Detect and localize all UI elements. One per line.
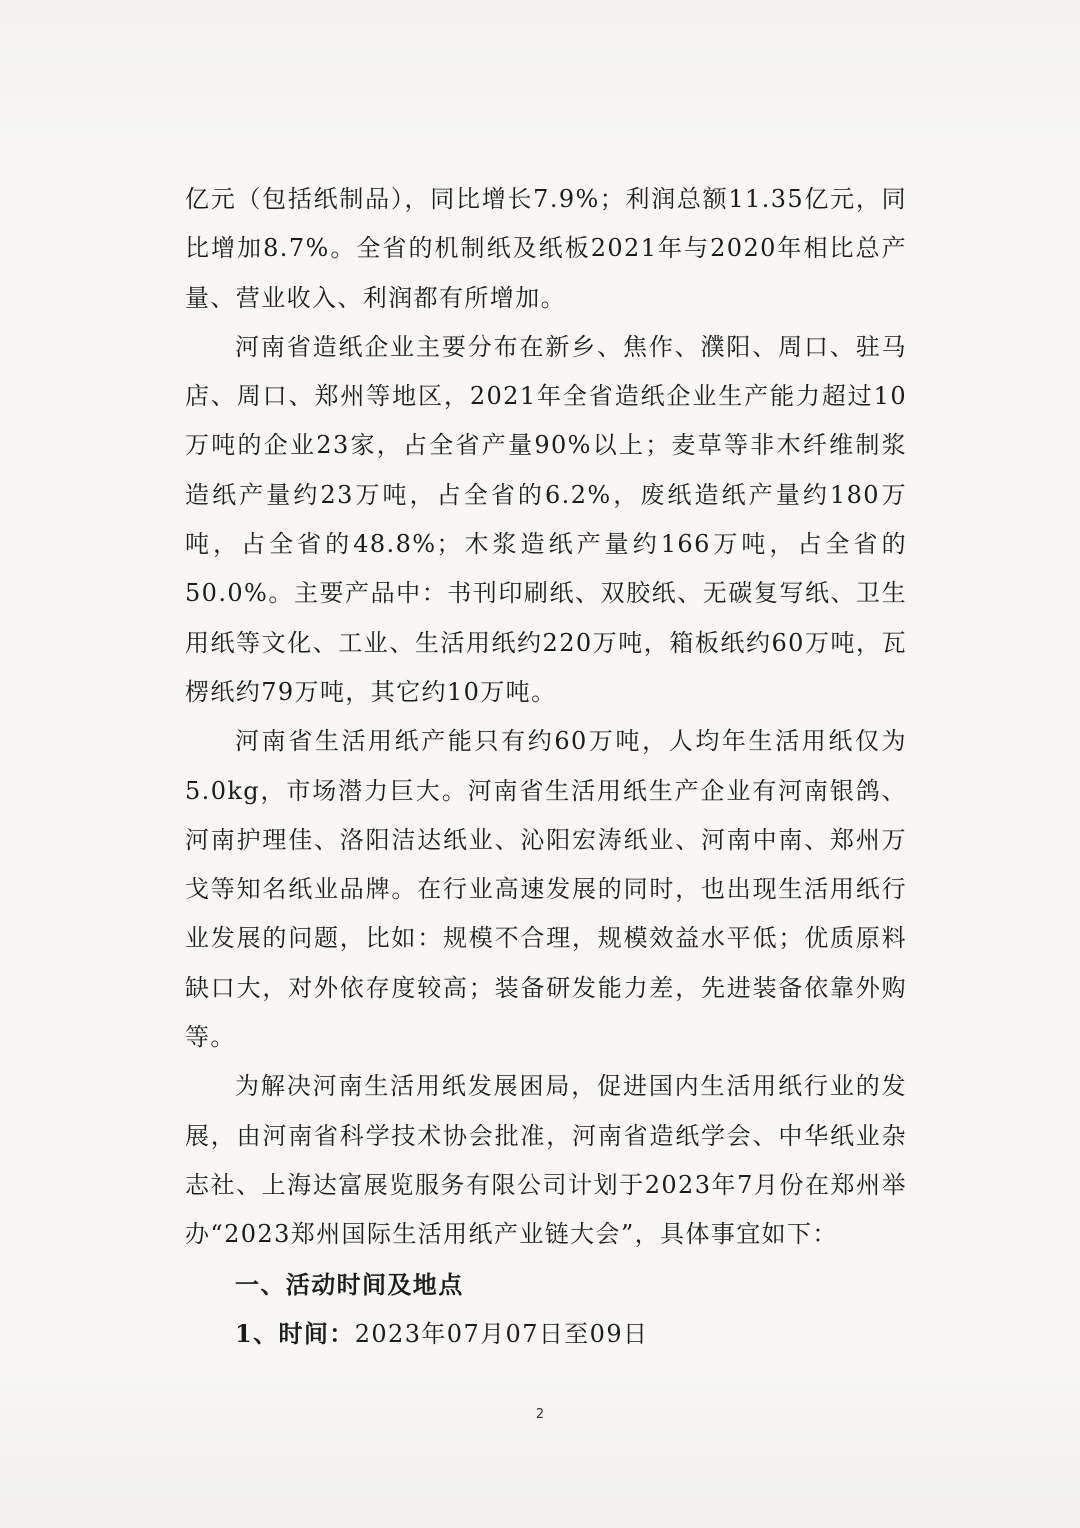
time-label: 1、时间：	[235, 1318, 355, 1348]
paragraph-revenue-profit: 亿元（包括纸制品），同比增长7.9%；利润总额11.35亿元，同比增加8.7%。全省的机制纸及纸板2021年与2020年相比总产量、营业收入、利润都有所增加。	[185, 185, 907, 312]
time-item	[185, 1309, 907, 1359]
page-number: 2	[535, 1407, 545, 1422]
section-heading-time-location: 一、活动时间及地点	[235, 1269, 464, 1299]
paragraph-household-paper-capacity: 河南省生活用纸产能只有约60万吨，人均年生活用纸仅为5.0kg，市场潜力巨大。河南省生活用纸生产企业有河南银鸽、河南护理佳、洛阳洁达纸业、沁阳宏涛纸业、河南中南、郑州万戈等知名纸业品牌。在行业高速发展的同时，也出现生活用纸行业发展的问题，比如：规模不合理，规模效益水平低；优质原料缺口大，对外依存度较高；装备研发能力差，先进装备依靠外购等。	[185, 727, 907, 1052]
time-value: 2023年07月07日至09日	[354, 1319, 649, 1348]
paragraph-enterprise-distribution: 河南省造纸企业主要分布在新乡、焦作、濮阳、周口、驻马店、周口、郑州等地区，2021年全省造纸企业生产能力超过10万吨的企业23家，占全省产量90%以上；麦草等非木纤维制浆造纸产量约23万吨，占全省的6.2%，废纸造纸产量约180万吨，占全省的48.8%；木浆造纸产量约166万吨，占全省的50.0%。主要产品中：书刊印刷纸、双胶纸、无碳复写纸、卫生用纸等文化、工业、生活用纸约220万吨，箱板纸约60万吨，瓦楞纸约79万吨，其它约10万吨。	[185, 332, 907, 706]
paragraph-conference-purpose: 为解决河南生活用纸发展困局，促进国内生活用纸行业的发展，由河南省科学技术协会批准，河南省造纸学会、中华纸业杂志社、上海达富展览服务有限公司计划于2023年7月份在郑州举办“2023郑州国际生活用纸产业链大会”，具体事宜如下：	[185, 1072, 907, 1249]
document-body	[185, 175, 907, 1359]
